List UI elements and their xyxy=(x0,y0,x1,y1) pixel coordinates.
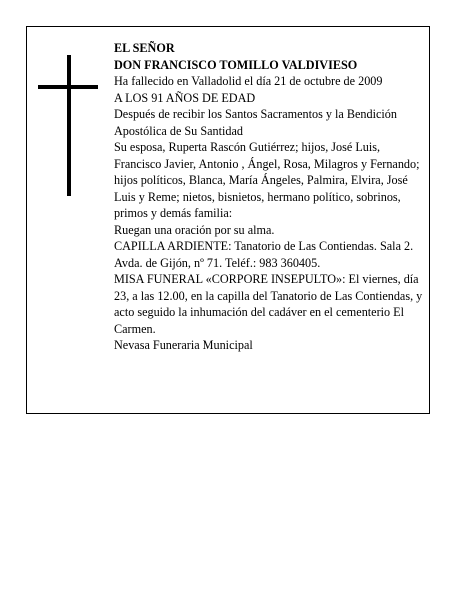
cross-icon xyxy=(67,55,71,196)
age-statement: A LOS 91 AÑOS DE EDAD xyxy=(114,90,256,105)
obituary-notice xyxy=(26,26,430,414)
deceased-name: DON FRANCISCO TOMILLO VALDIVIESO xyxy=(114,57,358,72)
obituary-text xyxy=(114,40,426,354)
sacraments-statement: Después de recibir los Santos Sacramentos y la Bendición Apostólica de Su Santidad xyxy=(114,107,397,138)
funeral-mass-info: MISA FUNERAL «CORPORE INSEPULTO»: El viernes, día 23, a las 12.00, en la capilla del Tanatorio de Las Contiendas, y acto seguido la inhumación del cadáver en el cementerio El Carmen. xyxy=(114,272,423,336)
prayer-request: Ruegan una oración por su alma. xyxy=(114,222,275,237)
funeral-home: Nevasa Funeraria Municipal xyxy=(114,338,253,352)
family-list: Su esposa, Ruperta Rascón Gutiérrez; hijos, José Luis, Francisco Javier, Antonio , Ángel, Rosa, Milagros y Fernando; hijos políticos, Blanca, María Ángeles, Palmira, Elvira, José Luis y Reme; nietos, bisnietos, hermano político, sobrinos, primos y demás familia: xyxy=(114,140,420,220)
title-line-1: EL SEÑOR xyxy=(114,41,175,55)
death-statement: Ha fallecido en Valladolid el día 21 de octubre de 2009 xyxy=(114,74,383,88)
chapel-info: CAPILLA ARDIENTE: Tanatorio de Las Contiendas. Sala 2. Avda. de Gijón, nº 71. Teléf.: 983 360405. xyxy=(114,239,414,270)
cross-icon-bar xyxy=(38,85,98,89)
